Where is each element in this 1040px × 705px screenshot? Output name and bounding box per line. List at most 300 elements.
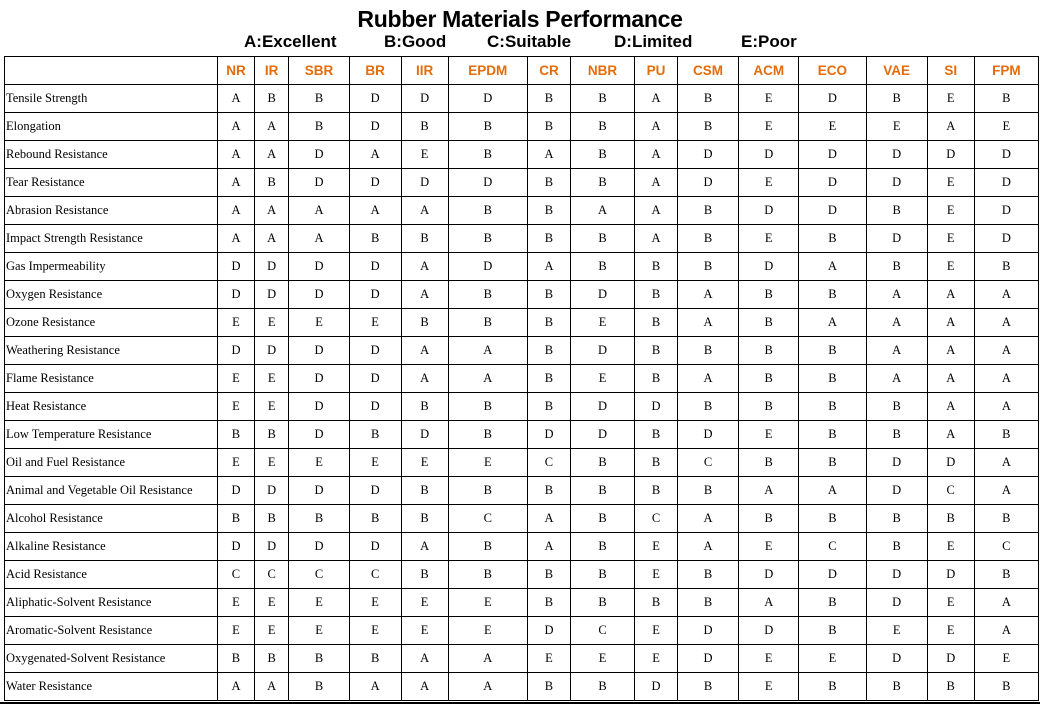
- rating-cell: E: [739, 225, 799, 253]
- rating-cell: B: [739, 281, 799, 309]
- rating-cell: B: [677, 85, 738, 113]
- rating-cell: E: [401, 449, 448, 477]
- rating-cell: D: [218, 477, 255, 505]
- rating-cell: E: [349, 589, 401, 617]
- rating-cell: B: [254, 85, 289, 113]
- legend-excellent: A:Excellent: [244, 32, 337, 51]
- rating-cell: D: [739, 253, 799, 281]
- rating-cell: A: [974, 365, 1038, 393]
- rating-cell: A: [448, 337, 528, 365]
- rating-cell: A: [799, 477, 866, 505]
- rating-cell: B: [289, 85, 349, 113]
- rating-cell: B: [570, 141, 634, 169]
- rating-cell: A: [528, 141, 571, 169]
- column-header-sbr: SBR: [289, 57, 349, 85]
- property-label: Oxygen Resistance: [5, 281, 218, 309]
- rating-cell: E: [401, 589, 448, 617]
- rating-cell: A: [401, 533, 448, 561]
- column-header-vae: VAE: [866, 57, 927, 85]
- rating-cell: B: [677, 589, 738, 617]
- rating-cell: D: [677, 141, 738, 169]
- rating-cell: B: [349, 505, 401, 533]
- property-label: Weathering Resistance: [5, 337, 218, 365]
- property-label: Oxygenated-Solvent Resistance: [5, 645, 218, 673]
- performance-table: [4, 56, 1039, 701]
- rating-cell: D: [570, 281, 634, 309]
- table-row: [5, 113, 1039, 141]
- rating-cell: A: [866, 281, 927, 309]
- rating-cell: E: [254, 589, 289, 617]
- rating-cell: D: [528, 421, 571, 449]
- rating-cell: E: [927, 169, 974, 197]
- rating-cell: A: [974, 477, 1038, 505]
- rating-cell: B: [866, 421, 927, 449]
- rating-cell: E: [799, 645, 866, 673]
- rating-cell: C: [799, 533, 866, 561]
- legend-good: B:Good: [384, 32, 447, 51]
- rating-cell: A: [254, 141, 289, 169]
- rating-cell: E: [254, 617, 289, 645]
- rating-cell: B: [570, 169, 634, 197]
- property-label: Animal and Vegetable Oil Resistance: [5, 477, 218, 505]
- rating-cell: E: [927, 85, 974, 113]
- table-row: [5, 533, 1039, 561]
- table-header-row: [5, 57, 1039, 85]
- rating-cell: A: [635, 141, 678, 169]
- rating-cell: D: [866, 645, 927, 673]
- rating-cell: B: [218, 421, 255, 449]
- rating-cell: B: [974, 253, 1038, 281]
- rating-cell: A: [289, 225, 349, 253]
- rating-cell: D: [218, 533, 255, 561]
- rating-cell: E: [289, 589, 349, 617]
- rating-cell: B: [528, 365, 571, 393]
- rating-cell: E: [866, 617, 927, 645]
- rating-cell: B: [401, 505, 448, 533]
- rating-cell: A: [677, 533, 738, 561]
- rating-cell: A: [349, 197, 401, 225]
- rating-legend: [0, 32, 1040, 52]
- property-label: Oil and Fuel Resistance: [5, 449, 218, 477]
- rating-cell: D: [349, 85, 401, 113]
- rating-cell: E: [927, 225, 974, 253]
- property-label: Tear Resistance: [5, 169, 218, 197]
- rating-cell: D: [799, 561, 866, 589]
- rating-cell: E: [739, 645, 799, 673]
- rating-cell: E: [401, 617, 448, 645]
- rating-cell: B: [570, 449, 634, 477]
- rating-cell: B: [677, 225, 738, 253]
- legend-limited: D:Limited: [614, 32, 693, 51]
- rating-cell: B: [528, 169, 571, 197]
- rating-cell: D: [349, 393, 401, 421]
- rating-cell: A: [218, 673, 255, 701]
- rating-cell: A: [570, 197, 634, 225]
- table-row: [5, 645, 1039, 673]
- rating-cell: B: [528, 309, 571, 337]
- rating-cell: B: [254, 505, 289, 533]
- column-header-fpm: FPM: [974, 57, 1038, 85]
- rating-cell: D: [218, 337, 255, 365]
- rating-cell: A: [635, 197, 678, 225]
- property-label: Water Resistance: [5, 673, 218, 701]
- rating-cell: A: [254, 113, 289, 141]
- rating-cell: B: [254, 421, 289, 449]
- rating-cell: A: [401, 645, 448, 673]
- rating-cell: A: [974, 449, 1038, 477]
- rating-cell: D: [401, 169, 448, 197]
- rating-cell: B: [739, 365, 799, 393]
- rating-cell: E: [448, 617, 528, 645]
- rating-cell: B: [799, 225, 866, 253]
- rating-cell: D: [289, 169, 349, 197]
- rating-cell: B: [739, 449, 799, 477]
- property-label: Aromatic-Solvent Resistance: [5, 617, 218, 645]
- rating-cell: D: [799, 141, 866, 169]
- rating-cell: E: [866, 113, 927, 141]
- rating-cell: B: [349, 225, 401, 253]
- rating-cell: E: [254, 393, 289, 421]
- rating-cell: D: [349, 281, 401, 309]
- property-label: Elongation: [5, 113, 218, 141]
- rating-cell: A: [635, 113, 678, 141]
- rating-cell: E: [927, 617, 974, 645]
- rating-cell: B: [866, 85, 927, 113]
- legend-suitable: C:Suitable: [487, 32, 572, 51]
- rating-cell: B: [635, 477, 678, 505]
- rating-cell: B: [866, 253, 927, 281]
- table-row: [5, 449, 1039, 477]
- rating-cell: E: [289, 309, 349, 337]
- rating-cell: E: [254, 449, 289, 477]
- rating-cell: B: [528, 673, 571, 701]
- rating-cell: A: [799, 253, 866, 281]
- rating-cell: B: [677, 197, 738, 225]
- rating-cell: E: [739, 85, 799, 113]
- rating-cell: B: [528, 337, 571, 365]
- rating-cell: B: [974, 421, 1038, 449]
- rating-cell: B: [254, 645, 289, 673]
- rating-cell: E: [448, 589, 528, 617]
- rating-cell: B: [799, 589, 866, 617]
- rating-cell: B: [799, 505, 866, 533]
- column-header-br: BR: [349, 57, 401, 85]
- rating-cell: A: [218, 113, 255, 141]
- rating-cell: B: [289, 505, 349, 533]
- rating-cell: B: [528, 85, 571, 113]
- rating-cell: A: [677, 365, 738, 393]
- rating-cell: B: [799, 421, 866, 449]
- table-row: [5, 561, 1039, 589]
- rating-cell: C: [349, 561, 401, 589]
- rating-cell: E: [927, 197, 974, 225]
- rating-cell: B: [570, 561, 634, 589]
- rating-cell: A: [677, 309, 738, 337]
- column-header-si: SI: [927, 57, 974, 85]
- table-row: [5, 85, 1039, 113]
- rating-cell: A: [974, 589, 1038, 617]
- rating-cell: A: [401, 197, 448, 225]
- rating-cell: B: [739, 337, 799, 365]
- rating-cell: B: [448, 113, 528, 141]
- rating-cell: C: [570, 617, 634, 645]
- rating-cell: D: [289, 253, 349, 281]
- property-label: Flame Resistance: [5, 365, 218, 393]
- table-row: [5, 477, 1039, 505]
- rating-cell: A: [799, 309, 866, 337]
- rating-cell: C: [254, 561, 289, 589]
- rating-cell: B: [739, 393, 799, 421]
- rating-cell: B: [635, 309, 678, 337]
- rating-cell: B: [635, 337, 678, 365]
- rating-cell: D: [866, 589, 927, 617]
- rating-cell: B: [677, 561, 738, 589]
- column-header-iir: IIR: [401, 57, 448, 85]
- rating-cell: E: [218, 393, 255, 421]
- rating-cell: B: [448, 281, 528, 309]
- rating-cell: D: [401, 421, 448, 449]
- rating-cell: A: [349, 673, 401, 701]
- rating-cell: E: [739, 533, 799, 561]
- rating-cell: B: [570, 505, 634, 533]
- rating-cell: A: [927, 365, 974, 393]
- rating-cell: E: [289, 617, 349, 645]
- table-row: [5, 225, 1039, 253]
- rating-cell: D: [927, 645, 974, 673]
- rating-cell: B: [799, 617, 866, 645]
- rating-cell: A: [974, 309, 1038, 337]
- table-row: [5, 253, 1039, 281]
- rating-cell: A: [974, 281, 1038, 309]
- rating-cell: D: [799, 85, 866, 113]
- rating-cell: D: [927, 141, 974, 169]
- property-label: Rebound Resistance: [5, 141, 218, 169]
- rating-cell: D: [677, 617, 738, 645]
- rating-cell: B: [448, 533, 528, 561]
- rating-cell: D: [448, 85, 528, 113]
- rating-cell: B: [218, 505, 255, 533]
- rating-cell: A: [739, 589, 799, 617]
- rating-cell: A: [927, 337, 974, 365]
- rating-cell: E: [401, 141, 448, 169]
- table-row: [5, 365, 1039, 393]
- rating-cell: D: [974, 197, 1038, 225]
- rating-cell: B: [799, 281, 866, 309]
- rating-cell: D: [401, 85, 448, 113]
- rating-cell: B: [635, 281, 678, 309]
- table-row: [5, 197, 1039, 225]
- rating-cell: D: [866, 141, 927, 169]
- rating-cell: D: [349, 253, 401, 281]
- rating-cell: D: [349, 533, 401, 561]
- rating-cell: B: [635, 253, 678, 281]
- rating-cell: D: [677, 645, 738, 673]
- rating-cell: B: [635, 365, 678, 393]
- rating-cell: A: [739, 477, 799, 505]
- property-label: Acid Resistance: [5, 561, 218, 589]
- rating-cell: D: [635, 393, 678, 421]
- column-header-eco: ECO: [799, 57, 866, 85]
- rating-cell: B: [570, 477, 634, 505]
- rating-cell: A: [289, 197, 349, 225]
- rating-cell: D: [289, 393, 349, 421]
- rating-cell: D: [866, 561, 927, 589]
- table-row: [5, 505, 1039, 533]
- rating-cell: B: [349, 645, 401, 673]
- rating-cell: C: [927, 477, 974, 505]
- rating-cell: D: [677, 169, 738, 197]
- rating-cell: B: [570, 253, 634, 281]
- rating-cell: E: [927, 533, 974, 561]
- rating-cell: B: [528, 197, 571, 225]
- rating-cell: A: [866, 309, 927, 337]
- rating-cell: E: [570, 365, 634, 393]
- rating-cell: D: [349, 169, 401, 197]
- rating-cell: D: [254, 281, 289, 309]
- rating-cell: A: [218, 197, 255, 225]
- property-label: Aliphatic-Solvent Resistance: [5, 589, 218, 617]
- rating-cell: D: [289, 533, 349, 561]
- rating-cell: A: [927, 421, 974, 449]
- rating-cell: B: [401, 225, 448, 253]
- rating-cell: B: [799, 365, 866, 393]
- rating-cell: B: [739, 309, 799, 337]
- rating-cell: E: [289, 449, 349, 477]
- rating-cell: E: [254, 309, 289, 337]
- rating-cell: B: [570, 113, 634, 141]
- rating-cell: B: [677, 393, 738, 421]
- rating-cell: E: [254, 365, 289, 393]
- rating-cell: B: [289, 645, 349, 673]
- column-header-cr: CR: [528, 57, 571, 85]
- rating-cell: A: [677, 281, 738, 309]
- bottom-divider: [0, 702, 1040, 704]
- rating-cell: A: [866, 337, 927, 365]
- rating-cell: D: [528, 617, 571, 645]
- rating-cell: E: [635, 617, 678, 645]
- column-header-pu: PU: [635, 57, 678, 85]
- rating-cell: A: [635, 85, 678, 113]
- rating-cell: A: [254, 225, 289, 253]
- page-title: Rubber Materials Performance: [357, 6, 683, 32]
- rating-cell: D: [349, 477, 401, 505]
- table-row: [5, 617, 1039, 645]
- rating-cell: B: [866, 197, 927, 225]
- property-label: Abrasion Resistance: [5, 197, 218, 225]
- rating-cell: B: [974, 85, 1038, 113]
- rating-cell: B: [799, 337, 866, 365]
- rating-cell: D: [739, 141, 799, 169]
- rating-cell: E: [218, 449, 255, 477]
- rating-cell: B: [401, 393, 448, 421]
- rating-cell: A: [448, 645, 528, 673]
- rating-cell: A: [448, 673, 528, 701]
- column-header-acm: ACM: [739, 57, 799, 85]
- rating-cell: E: [570, 645, 634, 673]
- rating-cell: B: [635, 589, 678, 617]
- rating-cell: D: [927, 561, 974, 589]
- rating-cell: B: [528, 225, 571, 253]
- rating-cell: C: [635, 505, 678, 533]
- rating-cell: B: [570, 673, 634, 701]
- rating-cell: B: [866, 673, 927, 701]
- rating-cell: B: [448, 225, 528, 253]
- rating-cell: B: [677, 337, 738, 365]
- rating-cell: D: [866, 225, 927, 253]
- column-header-epdm: EPDM: [448, 57, 528, 85]
- rating-cell: C: [289, 561, 349, 589]
- column-header-ir: IR: [254, 57, 289, 85]
- rating-cell: D: [927, 449, 974, 477]
- table-row: [5, 421, 1039, 449]
- rating-cell: B: [866, 505, 927, 533]
- rating-cell: B: [570, 533, 634, 561]
- rating-cell: D: [254, 533, 289, 561]
- rating-cell: A: [677, 505, 738, 533]
- rating-cell: D: [349, 113, 401, 141]
- rating-cell: A: [349, 141, 401, 169]
- rating-cell: A: [218, 225, 255, 253]
- rating-cell: A: [528, 253, 571, 281]
- rating-cell: D: [254, 337, 289, 365]
- rating-cell: C: [974, 533, 1038, 561]
- rating-cell: C: [677, 449, 738, 477]
- table-row: [5, 169, 1039, 197]
- rating-cell: D: [289, 365, 349, 393]
- table-row: [5, 281, 1039, 309]
- rating-cell: E: [448, 449, 528, 477]
- table-row: [5, 309, 1039, 337]
- rating-cell: B: [799, 393, 866, 421]
- rating-cell: A: [218, 141, 255, 169]
- rating-cell: A: [254, 197, 289, 225]
- rating-cell: E: [218, 617, 255, 645]
- rating-cell: D: [289, 421, 349, 449]
- table-row: [5, 337, 1039, 365]
- rating-cell: B: [677, 253, 738, 281]
- rating-cell: E: [635, 645, 678, 673]
- rating-cell: D: [289, 337, 349, 365]
- rating-cell: B: [289, 673, 349, 701]
- rating-cell: A: [218, 85, 255, 113]
- rating-cell: B: [401, 309, 448, 337]
- rating-cell: A: [401, 365, 448, 393]
- rating-cell: B: [448, 393, 528, 421]
- rating-cell: B: [448, 309, 528, 337]
- rating-cell: D: [799, 197, 866, 225]
- rating-cell: E: [349, 449, 401, 477]
- rating-cell: B: [218, 645, 255, 673]
- rating-cell: A: [254, 673, 289, 701]
- rating-cell: D: [254, 477, 289, 505]
- property-label: Tensile Strength: [5, 85, 218, 113]
- header-corner-cell: [5, 57, 218, 85]
- rating-cell: E: [739, 169, 799, 197]
- rating-cell: B: [677, 113, 738, 141]
- rating-cell: B: [974, 505, 1038, 533]
- column-header-nbr: NBR: [570, 57, 634, 85]
- rating-cell: D: [974, 141, 1038, 169]
- rating-cell: E: [349, 309, 401, 337]
- rating-cell: B: [570, 589, 634, 617]
- rating-cell: A: [927, 309, 974, 337]
- rating-cell: A: [866, 365, 927, 393]
- rating-cell: A: [401, 673, 448, 701]
- rating-cell: D: [866, 169, 927, 197]
- rating-cell: E: [739, 113, 799, 141]
- rating-cell: E: [974, 645, 1038, 673]
- column-header-csm: CSM: [677, 57, 738, 85]
